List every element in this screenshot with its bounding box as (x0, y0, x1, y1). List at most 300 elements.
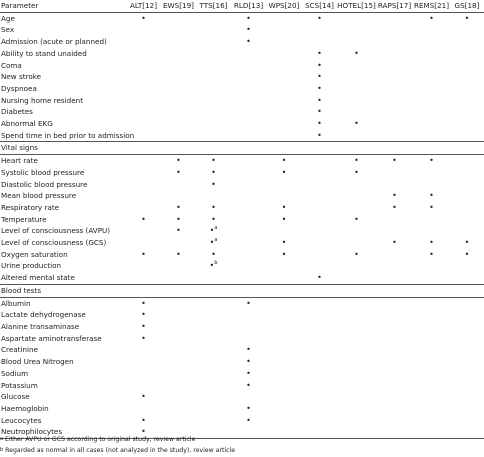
score-cell (413, 155, 450, 167)
table-row (0, 368, 484, 380)
score-cell (376, 380, 413, 392)
score-cell (161, 321, 196, 333)
score-cell (302, 391, 337, 403)
score-cell (413, 202, 450, 214)
score-cell (450, 426, 484, 438)
score-cell (450, 333, 484, 345)
score-cell (376, 356, 413, 368)
score-cell (161, 272, 196, 284)
parameter-label: Aspartate aminotransferase (1, 333, 102, 343)
included-mark: • (317, 60, 322, 70)
score-cell (450, 391, 484, 403)
score-cell (231, 202, 266, 214)
score-cell (196, 225, 231, 237)
table-row (0, 272, 484, 284)
score-cell (161, 12, 196, 24)
score-cell (450, 380, 484, 392)
score-cell (231, 48, 266, 60)
parameter-label: Sex (1, 25, 15, 35)
score-cell (302, 202, 337, 214)
parameter-label: Mean blood pressure (1, 191, 77, 201)
score-cell (376, 24, 413, 36)
table-row (0, 297, 484, 309)
score-cell (266, 95, 302, 107)
score-cell (231, 106, 266, 118)
score-cell (161, 106, 196, 118)
score-cell (266, 403, 302, 415)
included-mark: • (211, 179, 216, 189)
score-cell (413, 321, 450, 333)
score-cell (161, 60, 196, 72)
score-cell (413, 426, 450, 438)
included-mark: • (141, 249, 146, 259)
score-cell (161, 415, 196, 427)
score-cell (161, 309, 196, 321)
score-cell (413, 36, 450, 48)
included-mark: • (392, 191, 397, 201)
included-mark: • (246, 403, 251, 413)
score-cell (196, 403, 231, 415)
score-cell (337, 12, 376, 24)
score-cell (337, 426, 376, 438)
score-cell (196, 95, 231, 107)
score-cell (302, 297, 337, 309)
score-cell (376, 48, 413, 60)
parameter-label: Sodium (1, 368, 29, 378)
score-cell (126, 48, 161, 60)
parameter-label: Respiratory rate (1, 202, 60, 212)
score-cell (196, 321, 231, 333)
score-cell (231, 356, 266, 368)
score-cell (266, 179, 302, 191)
score-cell (196, 36, 231, 48)
score-cell (302, 190, 337, 202)
score-cell (337, 249, 376, 261)
score-cell (231, 118, 266, 130)
score-cell (126, 155, 161, 167)
score-cell (302, 118, 337, 130)
score-cell (413, 48, 450, 60)
score-cell (376, 118, 413, 130)
included-mark: • (246, 13, 251, 23)
score-cell (161, 333, 196, 345)
parameter-label: Heart rate (1, 156, 38, 166)
score-cell (302, 179, 337, 191)
included-mark: • (354, 167, 359, 177)
score-cell (126, 415, 161, 427)
score-cell (161, 249, 196, 261)
score-cell (196, 190, 231, 202)
score-cell (126, 83, 161, 95)
included-mark: • (176, 202, 181, 212)
score-cell (302, 356, 337, 368)
score-cell (161, 118, 196, 130)
score-cell (266, 249, 302, 261)
included-mark: • (141, 321, 146, 331)
score-cell (126, 106, 161, 118)
score-cell (126, 214, 161, 226)
score-cell (126, 12, 161, 24)
column-header-score: ALT[12] (126, 0, 161, 12)
score-cell (266, 321, 302, 333)
score-cell (231, 36, 266, 48)
score-cell (337, 380, 376, 392)
table-row (0, 71, 484, 83)
table-row (0, 214, 484, 226)
score-cell (231, 309, 266, 321)
parameter-label: Potassium (1, 380, 38, 390)
footnote-marker: a (0, 436, 4, 442)
footnote-marker: b (0, 447, 4, 453)
score-cell (337, 190, 376, 202)
score-cell (376, 415, 413, 427)
score-cell (376, 237, 413, 249)
score-cell (196, 130, 231, 142)
score-cell (376, 272, 413, 284)
score-cell (337, 260, 376, 272)
score-cell (231, 297, 266, 309)
footnote-b (0, 447, 235, 455)
included-mark: • (281, 214, 287, 224)
score-cell (161, 48, 196, 60)
score-cell (196, 214, 231, 226)
score-cell (376, 344, 413, 356)
score-cell (413, 106, 450, 118)
score-cell (413, 167, 450, 179)
included-mark: • (354, 48, 359, 58)
score-cell (450, 36, 484, 48)
score-cell (266, 426, 302, 438)
score-cell (126, 24, 161, 36)
score-cell (302, 71, 337, 83)
parameter-label: Glucose (1, 392, 30, 402)
score-cell (196, 272, 231, 284)
score-cell (302, 130, 337, 142)
score-cell (413, 12, 450, 24)
score-cell (126, 380, 161, 392)
score-cell (337, 202, 376, 214)
parameter-label: Blood Urea Nitrogen (1, 357, 74, 367)
score-cell (413, 380, 450, 392)
score-cell (376, 249, 413, 261)
score-cell (337, 48, 376, 60)
score-cell (196, 368, 231, 380)
table-row (0, 12, 484, 24)
column-header-score: GS[18] (450, 0, 484, 12)
score-cell (126, 249, 161, 261)
score-cell (266, 237, 302, 249)
included-mark: • (429, 156, 434, 166)
score-cell (337, 36, 376, 48)
parameter-label: Oxygen saturation (1, 249, 68, 259)
score-cell (302, 321, 337, 333)
column-header-score: TTS[16] (196, 0, 231, 12)
score-cell (337, 415, 376, 427)
score-cell (126, 321, 161, 333)
score-cell (231, 95, 266, 107)
score-cell (302, 249, 337, 261)
score-cell (302, 272, 337, 284)
table-row (0, 333, 484, 345)
included-mark: • (317, 83, 322, 93)
score-cell (413, 415, 450, 427)
score-cell (266, 380, 302, 392)
score-cell (231, 225, 266, 237)
score-cell (161, 403, 196, 415)
score-cell (266, 155, 302, 167)
score-cell (196, 155, 231, 167)
score-cell (196, 179, 231, 191)
score-cell (196, 249, 231, 261)
score-cell (196, 309, 231, 321)
score-cell (161, 155, 196, 167)
score-cell (413, 272, 450, 284)
score-cell (302, 155, 337, 167)
included-mark: • (429, 202, 434, 212)
score-cell (376, 297, 413, 309)
score-cell (196, 426, 231, 438)
score-cell (302, 333, 337, 345)
score-cell (126, 202, 161, 214)
score-cell (450, 190, 484, 202)
score-cell (161, 237, 196, 249)
score-cell (126, 95, 161, 107)
table-row (0, 179, 484, 191)
included-mark: • (246, 380, 251, 390)
score-cell (413, 249, 450, 261)
score-cell (231, 155, 266, 167)
table-row (0, 202, 484, 214)
score-cell (126, 309, 161, 321)
score-cell (450, 71, 484, 83)
parameter-label: New stroke (1, 72, 42, 82)
included-mark: • (176, 249, 181, 259)
score-cell (302, 24, 337, 36)
score-cell (126, 179, 161, 191)
score-cell (413, 260, 450, 272)
score-cell (161, 130, 196, 142)
score-cell (266, 333, 302, 345)
included-mark: • (281, 167, 287, 177)
score-cell (337, 83, 376, 95)
included-mark: • (354, 214, 359, 224)
table-row (0, 167, 484, 179)
score-cell (161, 190, 196, 202)
score-cell (231, 249, 266, 261)
score-cell (126, 297, 161, 309)
score-cell (266, 167, 302, 179)
score-cell (376, 260, 413, 272)
parameter-label: Altered mental state (1, 273, 75, 283)
included-mark: • (141, 298, 146, 308)
score-cell (266, 225, 302, 237)
score-cell (231, 130, 266, 142)
score-cell (450, 155, 484, 167)
score-cell (231, 415, 266, 427)
score-cell (337, 272, 376, 284)
score-cell (231, 83, 266, 95)
table-header-row (0, 0, 484, 12)
score-cell (337, 368, 376, 380)
score-cell (302, 214, 337, 226)
score-cell (413, 225, 450, 237)
table-row (0, 24, 484, 36)
included-mark: • (281, 156, 287, 166)
score-cell (413, 356, 450, 368)
score-cell (196, 260, 231, 272)
score-cell (413, 368, 450, 380)
parameter-label: Admission (acute or planned) (1, 37, 107, 47)
included-mark: • (211, 202, 216, 212)
included-mark: • (317, 72, 322, 82)
column-header-score: RLD[13] (231, 0, 266, 12)
score-cell (337, 237, 376, 249)
score-cell (126, 260, 161, 272)
table-row (0, 130, 484, 142)
score-cell (376, 167, 413, 179)
score-cell (337, 106, 376, 118)
score-cell (413, 333, 450, 345)
score-cell (376, 391, 413, 403)
included-mark: • (141, 427, 146, 437)
included-mark: • (176, 156, 181, 166)
parameter-label: Alanine transaminase (1, 321, 80, 331)
score-cell (450, 118, 484, 130)
included-mark: • (246, 357, 251, 367)
table-row (0, 344, 484, 356)
included-mark: • (317, 107, 322, 117)
score-cell (413, 130, 450, 142)
score-cell (450, 167, 484, 179)
score-cell (126, 391, 161, 403)
score-cell (126, 333, 161, 345)
score-cell (337, 214, 376, 226)
included-mark: • (246, 415, 251, 425)
included-mark: • (392, 202, 397, 212)
table-row (0, 48, 484, 60)
score-cell (450, 48, 484, 60)
score-cell (376, 202, 413, 214)
score-cell (231, 71, 266, 83)
score-cell (337, 71, 376, 83)
score-cell (302, 344, 337, 356)
score-cell (302, 106, 337, 118)
score-cell (450, 297, 484, 309)
score-cell (302, 415, 337, 427)
included-mark: • (317, 13, 322, 23)
section-title: Blood tests (0, 284, 484, 297)
score-cell (231, 60, 266, 72)
score-cell (266, 24, 302, 36)
included-mark: • (464, 13, 470, 23)
included-mark: • (317, 95, 322, 105)
score-cell (337, 167, 376, 179)
score-cell (337, 297, 376, 309)
included-mark: • (209, 226, 215, 236)
score-cell (376, 155, 413, 167)
score-cell (231, 260, 266, 272)
score-cell (413, 83, 450, 95)
score-cell (231, 380, 266, 392)
score-cell (302, 260, 337, 272)
table-row (0, 106, 484, 118)
table-row (0, 83, 484, 95)
section-header-row (0, 284, 484, 297)
score-cell (266, 130, 302, 142)
score-cell (231, 368, 266, 380)
score-cell (450, 24, 484, 36)
column-header-score: HOTEL[15] (337, 0, 376, 12)
score-cell (161, 36, 196, 48)
score-cell (376, 36, 413, 48)
table-row (0, 190, 484, 202)
score-cell (161, 202, 196, 214)
footnote-reference: a (214, 225, 218, 232)
score-cell (413, 237, 450, 249)
parameter-label: Temperature (1, 214, 47, 224)
score-cell (231, 167, 266, 179)
score-cell (413, 60, 450, 72)
score-cell (450, 83, 484, 95)
score-cell (231, 403, 266, 415)
footnote-text: Regarded as normal in all cases (not analyzed in the study), review article (5, 447, 236, 454)
score-cell (196, 237, 231, 249)
score-cell (450, 344, 484, 356)
score-cell (196, 60, 231, 72)
score-cell (302, 60, 337, 72)
score-cell (266, 202, 302, 214)
table-row (0, 155, 484, 167)
score-cell (337, 118, 376, 130)
included-mark: • (211, 156, 216, 166)
score-cell (450, 214, 484, 226)
score-cell (376, 321, 413, 333)
column-header-score: SCS[14] (302, 0, 337, 12)
included-mark: • (141, 392, 146, 402)
score-cell (337, 225, 376, 237)
score-cell (450, 12, 484, 24)
included-mark: • (464, 238, 470, 248)
score-cell (337, 321, 376, 333)
included-mark: • (281, 249, 287, 259)
included-mark: • (392, 238, 397, 248)
table-row (0, 380, 484, 392)
score-cell (376, 309, 413, 321)
included-mark: • (141, 333, 146, 343)
score-cell (266, 272, 302, 284)
score-cell (196, 391, 231, 403)
score-cell (337, 24, 376, 36)
score-cell (161, 214, 196, 226)
score-cell (450, 309, 484, 321)
included-mark: • (141, 310, 146, 320)
score-cell (376, 333, 413, 345)
footnote-reference: a (214, 237, 218, 244)
table-row (0, 225, 484, 237)
parameter-label: Diabetes (1, 107, 33, 117)
column-header-score: RAPS[17] (376, 0, 413, 12)
table-row (0, 309, 484, 321)
score-cell (337, 130, 376, 142)
included-mark: • (211, 249, 216, 259)
included-mark: • (141, 13, 146, 23)
score-cell (161, 368, 196, 380)
score-cell (376, 225, 413, 237)
parameter-label: Level of consciousness (AVPU) (1, 226, 111, 236)
score-cell (126, 237, 161, 249)
score-cell (161, 83, 196, 95)
score-cell (302, 426, 337, 438)
